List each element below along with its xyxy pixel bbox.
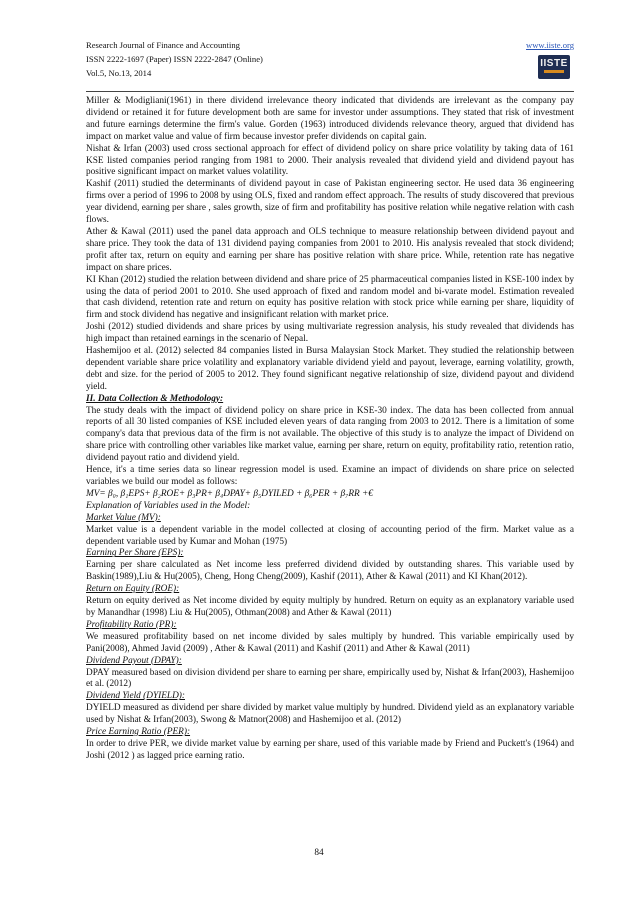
variable-heading-roe: Return on Equity (ROE):: [86, 584, 180, 595]
variable-text-eps: Earning per share calculated as Net income less preferred dividend divided by outstanding shares. This variable used by Baskin(1989),Liu & Hu(2005), Cheng, Hong Cheng(2009), Kashif (2011), Ather & Kawal (2011) and KI Khan(2012).: [86, 560, 574, 583]
body-paragraph: KI Khan (2012) studied the relation between dividend and share price of 25 pharmaceutical companies listed in KSE-100 index by using the data of period 2001 to 2010. She used approach of fixed and random model and bi-varate model. Estimation revealed that cash dividend, retention rate and return on equity has positive relation with stock price while earning per share, liquidity of firm and stock dividend has negative and insignificant relation with market price.: [86, 274, 574, 321]
section-paragraph: The study deals with the impact of dividend policy on share price in KSE-30 index. The data has been collected from annual reports of all 30 listed companies of KSE included eleven years of data ranging from 2003 to 2012. There is a limitation of some company's data that previous data of the firm is not available. The objective of this study is to analyze the impact of Dividend on share price with controlling other variables like market value, earning per share, return on equity, profitability ratio, retention ratio, dividend payout ratio and dividend yield.: [86, 405, 574, 464]
website-link[interactable]: www.iiste.org: [526, 40, 574, 50]
variable-text-mv: Market value is a dependent variable in the model collected at closing of accounting period of the firm. Market value as a dependent variable used by Kumar and Mohan (1975): [86, 524, 574, 547]
variable-text-per: In order to drive PER, we divide market value by earning per share, used of this variable made by Friend and Puckett's (1964) and Joshi (2012 ) as lagged price earning ratio.: [86, 738, 574, 761]
body-paragraph: Nishat & Irfan (2003) used cross sectional approach for effect of dividend policy on share price volatility by taking data of 161 KSE listed companies period ranging from 1981 to 2000. Their analysis revealed that dividend yield and dividend payout has positive significant impact on market values volatility.: [86, 143, 574, 178]
variable-text-pr: We measured profitability based on net income divided by sales multiply by hundred. This variable empirically used by Pani(2008), Ahmed Javid (2009) , Ather & Kawal (2011) and Kashif (2011) and Ather & Kawal (2011): [86, 631, 574, 654]
variable-heading-dpay: Dividend Payout (DPAY):: [86, 655, 182, 666]
journal-title: Research Journal of Finance and Accounting: [86, 40, 240, 50]
journal-volume: Vol.5, No.13, 2014: [86, 68, 152, 78]
article-body: [86, 96, 574, 763]
variable-text-dyield: DYIELD measured as dividend per share divided by market value multiply by hundred. Dividend yield as an explanatory variable used by Nishat & Irfan(2003), Swong & Matnor(2008) and Hashemijoo et al. (2012): [86, 703, 574, 726]
section-heading: II. Data Collection & Methodology:: [86, 393, 224, 404]
variable-text-roe: Return on equity derived as Net income divided by equity multiply by hundred. Return on equity as an explanatory variable used by Manandhar (1998) Liu & Hu(2005), Othman(2008) and Ather & Kawal (2011): [86, 596, 574, 618]
header-divider: [86, 91, 574, 92]
journal-issn: ISSN 2222-1697 (Paper) ISSN 2222-2847 (Online): [86, 54, 263, 64]
journal-info: [86, 38, 263, 80]
body-paragraph: Hashemijoo et al. (2012) selected 84 companies listed in Bursa Malaysian Stock Market. They studied the relationship between dependent variable share price volatility and explanatory variable dividend yield and payout, leverage, earning volatility, growth, debt and size. for the period of 2005 to 2012. They found significant negative relationship of size, dividend payout and dividend yield.: [86, 346, 574, 392]
variable-heading-eps: Earning Per Share (EPS):: [86, 548, 184, 559]
variables-explanation-heading: Explanation of Variables used in the Model:: [86, 500, 251, 511]
logo-accent-bar: [544, 70, 564, 73]
iiste-logo: [538, 55, 570, 79]
logo-text: IISTE: [540, 58, 568, 69]
section-paragraph: Hence, it's a time series data so linear regression model is used. Examine an impact of dividends on share price on selected variables we build our model as follows:: [86, 465, 574, 487]
page-number: 84: [314, 848, 324, 858]
page-header: [86, 38, 574, 86]
variable-heading-per: Price Earning Ratio (PER):: [86, 727, 191, 738]
variable-text-dpay: DPAY measured based on division dividend per share to earning per share, empirically used by, Nishat & Irfan(2003), Hashemijoo et al. (2012): [86, 667, 574, 690]
body-paragraph: Kashif (2011) studied the determinants of dividend payout in case of Pakistan engineering sector. He used data 36 engineering firms over a period of 1996 to 2008 by using OLS, fixed and random effect approach. The results of study discovered that previous year dividend, earning per share , sales growth, size of firm and profitability has positive relation while negative relation with cash flows.: [86, 179, 574, 226]
body-paragraph: Ather & Kawal (2011) used the panel data approach and OLS technique to measure relationship between dividend payout and share price. They took the data of 131 dividend paying companies from 2001 to 2010. His analysis revealed that stock dividend; profit after tax, return on equity and earning per share has positive relation with share price. While, retention rate has negative impact on share prices.: [86, 226, 574, 273]
variable-heading-mv: Market Value (MV):: [86, 512, 161, 523]
body-paragraph: Miller & Modigliani(1961) in there dividend irrelevance theory indicated that dividends are irrelevant as the company pay dividend or retained it for future development both are same for investor under assumptions. They stated that risk of investment and future earnings determine the firm's value. Gorden (1963) introduced dividends relevance theory, argued that dividend has impact on market value and value of firm because investor prefer dividends on capital gain.: [86, 96, 574, 142]
variable-heading-dyield: Dividend Yield (DYIELD):: [86, 691, 185, 702]
variable-heading-pr: Profitability Ratio (PR):: [86, 619, 177, 630]
body-paragraph: Joshi (2012) studied dividends and share prices by using multivariate regression analysis, his study revealed that dividends has high impact than retained earnings in the scenario of Nepal.: [86, 322, 574, 345]
model-equation: MV= β₀, β₁EPS+ β₂ROE+ β₃PR+ β₄DPAY+ β₅DYILED + β₆PER + β₇RR +€: [86, 488, 373, 499]
